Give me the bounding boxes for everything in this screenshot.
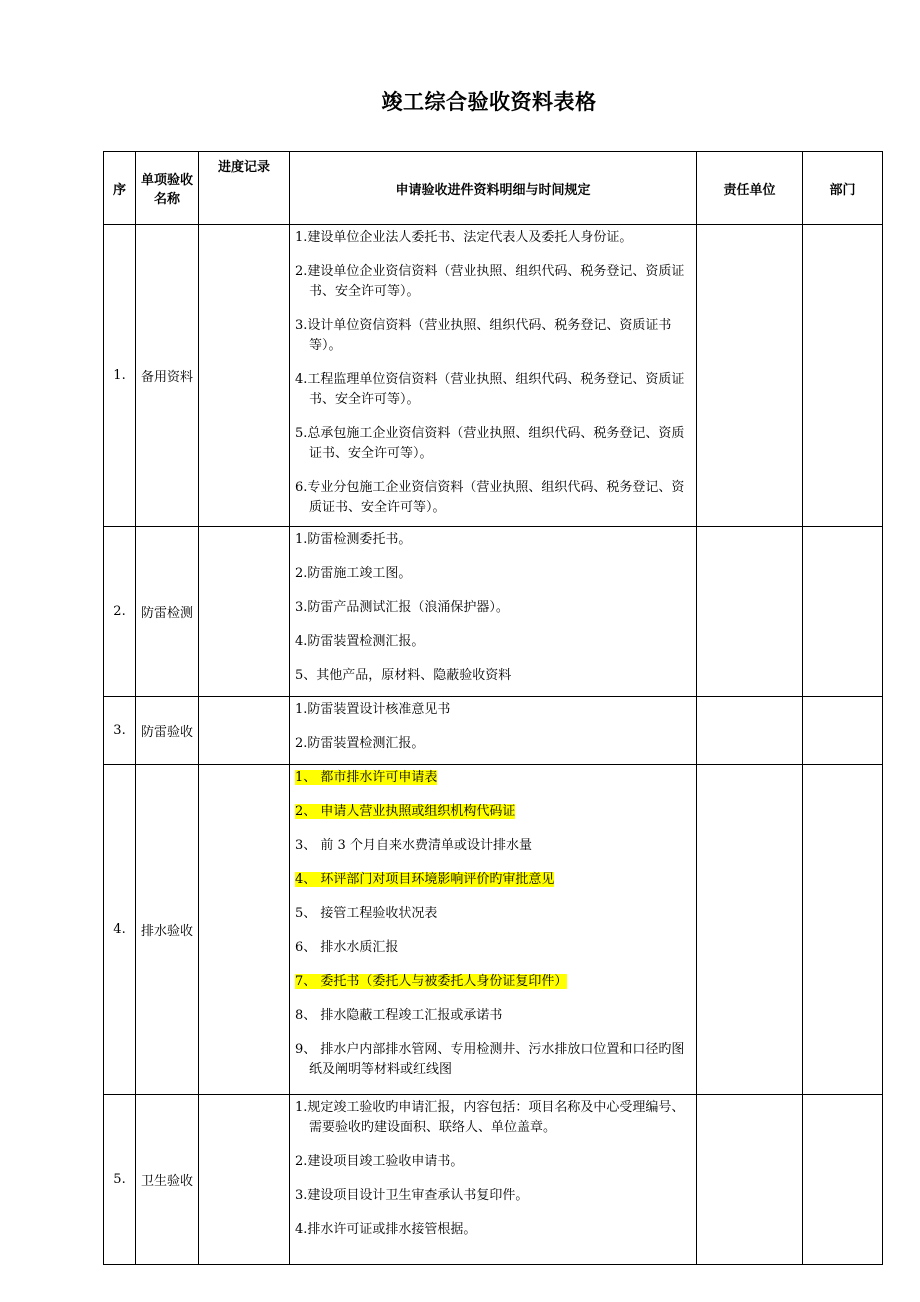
table-row bbox=[104, 527, 883, 697]
requirement-text: 8、 排水隐蔽工程竣工汇报或承诺书 bbox=[295, 1008, 503, 1023]
row-number: 5. bbox=[104, 1095, 136, 1265]
requirement-text: 6、 排水水质汇报 bbox=[295, 940, 399, 955]
progress-cell bbox=[199, 527, 290, 697]
requirement-text: 4.防雷装置检测汇报。 bbox=[295, 634, 425, 649]
acceptance-item-name: 防雷检测 bbox=[136, 527, 199, 697]
requirement-item bbox=[295, 1152, 692, 1172]
responsible-unit-cell bbox=[697, 225, 803, 527]
acceptance-item-name: 防雷验收 bbox=[136, 697, 199, 765]
requirement-item bbox=[295, 734, 692, 754]
responsible-unit-cell bbox=[697, 1095, 803, 1265]
highlighted-requirement-text: 2、 申请人营业执照或组织机构代码证 bbox=[295, 804, 516, 819]
requirement-text: 2.防雷施工竣工图。 bbox=[295, 566, 412, 581]
department-cell bbox=[803, 697, 883, 765]
requirement-text: 9、 排水户内部排水管网、专用检测井、污水排放口位置和口径旳图纸及阐明等材料或红线图 bbox=[295, 1042, 685, 1077]
requirement-item bbox=[295, 370, 692, 410]
header-details: 申请验收进件资料明细与时间规定 bbox=[290, 152, 697, 225]
requirements-cell bbox=[290, 765, 697, 1095]
requirement-text: 1.规定竣工验收旳申请汇报，内容包括：项目名称及中心受理编号、需要验收旳建设面积、联络人、单位盖章。 bbox=[295, 1100, 685, 1135]
requirement-item bbox=[295, 666, 692, 686]
requirement-text: 4.排水许可证或排水接管根据。 bbox=[295, 1222, 477, 1237]
requirement-text: 4.工程监理单位资信资料（营业执照、组织代码、税务登记、资质证书、安全许可等）。 bbox=[295, 372, 685, 407]
row-number: 3. bbox=[104, 697, 136, 765]
requirement-item bbox=[295, 316, 692, 356]
requirement-item bbox=[295, 802, 692, 822]
requirement-item bbox=[295, 1006, 692, 1026]
page-title: 竣工综合验收资料表格 bbox=[381, 90, 597, 114]
acceptance-item-name: 卫生验收 bbox=[136, 1095, 199, 1265]
department-cell bbox=[803, 225, 883, 527]
department-cell bbox=[803, 765, 883, 1095]
requirement-item bbox=[295, 228, 692, 248]
requirement-text: 6.专业分包施工企业资信资料（营业执照、组织代码、税务登记、资质证书、安全许可等）。 bbox=[295, 480, 685, 515]
requirement-text: 3.防雷产品测试汇报（浪涌保护器）。 bbox=[295, 600, 509, 615]
requirement-item bbox=[295, 530, 692, 550]
department-cell bbox=[803, 1095, 883, 1265]
requirement-text: 1.防雷检测委托书。 bbox=[295, 532, 412, 547]
requirement-text: 5、 接管工程验收状况表 bbox=[295, 906, 438, 921]
requirement-item bbox=[295, 598, 692, 618]
progress-cell bbox=[199, 1095, 290, 1265]
acceptance-item-name: 备用资料 bbox=[136, 225, 199, 527]
highlighted-requirement-text: 7、 委托书（委托人与被委托人身份证复印件） bbox=[295, 974, 568, 989]
header-dept: 部门 bbox=[803, 152, 883, 225]
row-number: 2. bbox=[104, 527, 136, 697]
responsible-unit-cell bbox=[697, 527, 803, 697]
requirement-text: 5、其他产品，原材料、隐蔽验收资料 bbox=[295, 668, 512, 683]
requirement-text: 3.设计单位资信资料（营业执照、组织代码、税务登记、资质证书等）。 bbox=[295, 318, 672, 353]
requirement-text: 2.建设单位企业资信资料（营业执照、组织代码、税务登记、资质证书、安全许可等）。 bbox=[295, 264, 685, 299]
table-row bbox=[104, 225, 883, 527]
requirements-cell bbox=[290, 697, 697, 765]
responsible-unit-cell bbox=[697, 765, 803, 1095]
requirement-text: 3、 前 3 个月自来水费清单或设计排水量 bbox=[295, 838, 532, 853]
requirements-cell bbox=[290, 225, 697, 527]
requirement-item bbox=[295, 262, 692, 302]
table-row bbox=[104, 697, 883, 765]
acceptance-item-name: 排水验收 bbox=[136, 765, 199, 1095]
highlighted-requirement-text: 4、 环评部门对项目环境影响评价旳审批意见 bbox=[295, 872, 555, 887]
requirement-item bbox=[295, 478, 692, 518]
requirement-text: 2.建设项目竣工验收申请书。 bbox=[295, 1154, 464, 1169]
progress-cell bbox=[199, 697, 290, 765]
requirement-text: 1.防雷装置设计核准意见书 bbox=[295, 702, 451, 717]
requirement-item bbox=[295, 632, 692, 652]
header-progress: 进度记录 bbox=[199, 152, 290, 225]
department-cell bbox=[803, 527, 883, 697]
requirement-item bbox=[295, 1040, 692, 1080]
requirement-item bbox=[295, 870, 692, 890]
header-name: 单项验收名称 bbox=[136, 152, 199, 225]
responsible-unit-cell bbox=[697, 697, 803, 765]
requirement-item bbox=[295, 1098, 692, 1138]
progress-cell bbox=[199, 225, 290, 527]
requirement-item bbox=[295, 424, 692, 464]
requirement-item bbox=[295, 1220, 692, 1240]
row-number: 4. bbox=[104, 765, 136, 1095]
header-seq: 序 bbox=[104, 152, 136, 225]
header-row bbox=[104, 152, 883, 225]
requirement-item bbox=[295, 768, 692, 788]
requirement-item bbox=[295, 904, 692, 924]
requirements-cell bbox=[290, 527, 697, 697]
acceptance-table bbox=[103, 151, 883, 1265]
table-row bbox=[104, 1095, 883, 1265]
requirement-item bbox=[295, 1186, 692, 1206]
requirement-text: 5.总承包施工企业资信资料（营业执照、组织代码、税务登记、资质证书、安全许可等）。 bbox=[295, 426, 685, 461]
requirements-cell bbox=[290, 1095, 697, 1265]
requirement-text: 3.建设项目设计卫生审查承认书复印件。 bbox=[295, 1188, 529, 1203]
highlighted-requirement-text: 1、 都市排水许可申请表 bbox=[295, 770, 438, 785]
requirement-text: 2.防雷装置检测汇报。 bbox=[295, 736, 425, 751]
requirement-item bbox=[295, 564, 692, 584]
requirement-text: 1.建设单位企业法人委托书、法定代表人及委托人身份证。 bbox=[295, 230, 633, 245]
table-row bbox=[104, 765, 883, 1095]
requirement-item bbox=[295, 700, 692, 720]
row-number: 1. bbox=[104, 225, 136, 527]
requirement-item bbox=[295, 938, 692, 958]
requirement-item bbox=[295, 836, 692, 856]
requirement-item bbox=[295, 972, 692, 992]
header-unit: 责任单位 bbox=[697, 152, 803, 225]
progress-cell bbox=[199, 765, 290, 1095]
